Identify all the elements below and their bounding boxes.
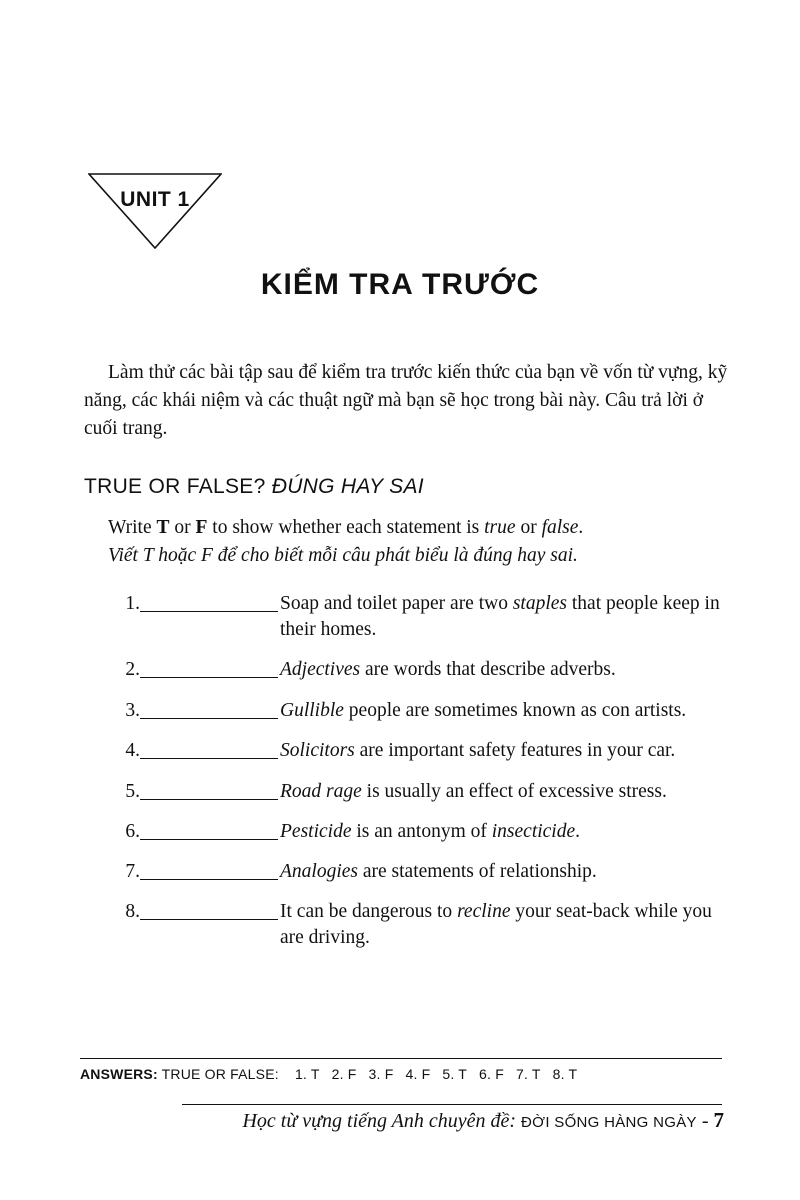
question-term: insecticide	[491, 821, 576, 842]
answers-section: TRUE OR FALSE:	[161, 1066, 279, 1082]
question-fragment: are statements of relationship.	[358, 861, 597, 882]
instruction-segment: .	[578, 517, 584, 538]
answer-blank[interactable]	[140, 738, 278, 759]
question-item	[112, 698, 732, 724]
question-term: Solicitors	[280, 740, 355, 761]
intro-paragraph: Làm thử các bài tập sau để kiểm tra trước kiến thức của bạn về vốn từ vựng, kỹ năng, các khái niệm và các thuật ngữ mà bạn sẽ học trong bài này. Câu trả lời ở cuối trang.	[84, 362, 728, 439]
instruction-segment: Write	[108, 517, 157, 538]
section-heading	[84, 475, 424, 499]
answer-item: 6. F	[479, 1066, 504, 1082]
answer-blank[interactable]	[140, 819, 278, 840]
page-number: 7	[713, 1108, 724, 1132]
unit-badge	[88, 173, 222, 249]
question-term: Pesticide	[280, 821, 352, 842]
instructions-en	[108, 514, 728, 542]
question-text	[280, 591, 726, 643]
question-text	[280, 657, 726, 683]
answer-items	[283, 1066, 577, 1082]
question-fragment: is an antonym of	[351, 821, 492, 842]
question-fragment: are words that describe adverbs.	[360, 659, 616, 680]
answers-divider	[80, 1058, 722, 1059]
answer-item: 3. F	[368, 1066, 394, 1082]
question-text	[280, 738, 726, 764]
question-text	[280, 779, 726, 805]
question-item	[112, 657, 732, 683]
question-text	[280, 899, 726, 951]
answer-item: 4. F	[405, 1066, 431, 1082]
question-term: Analogies	[280, 861, 358, 882]
unit-label: UNIT 1	[120, 188, 190, 211]
question-item	[112, 591, 732, 643]
answer-key	[80, 1066, 577, 1082]
answer-item: 5. T	[442, 1066, 468, 1082]
answer-item: 8. T	[552, 1066, 578, 1082]
question-number: 2.	[125, 659, 140, 680]
instruction-segment: true	[484, 517, 516, 538]
answer-blank[interactable]	[140, 657, 278, 678]
question-fragment: .	[575, 821, 581, 842]
question-number: 7.	[125, 861, 140, 882]
question-number: 8.	[125, 901, 140, 922]
question-term: staples	[512, 593, 568, 614]
question-fragment: It can be dangerous to	[280, 901, 458, 922]
answer-blank[interactable]	[140, 698, 278, 719]
question-term: recline	[457, 901, 511, 922]
answer-item: 2. F	[331, 1066, 357, 1082]
instruction-segment: or	[169, 517, 196, 538]
footer-topic: ĐỜI SỐNG HÀNG NGÀY	[521, 1114, 697, 1131]
answer-item: 7. T	[515, 1066, 541, 1082]
question-fragment: your seat-back while you are driving.	[280, 901, 712, 948]
question-list	[112, 591, 732, 951]
footer-divider	[182, 1104, 722, 1105]
answer-blank[interactable]	[140, 779, 278, 800]
question-fragment: are important safety features in your car.	[354, 740, 676, 761]
section-title: TRUE OR FALSE?	[84, 475, 266, 498]
question-fragment: Soap and toilet paper are two	[280, 593, 513, 614]
page-title: KIỂM TRA TRƯỚC	[260, 268, 540, 301]
question-number: 6.	[125, 821, 140, 842]
instruction-segment: or	[515, 517, 542, 538]
footer-separator: -	[701, 1110, 709, 1132]
page-footer	[242, 1108, 724, 1133]
answer-blank[interactable]	[140, 859, 278, 880]
question-text	[280, 698, 726, 724]
question-fragment: is usually an effect of excessive stress.	[361, 781, 667, 802]
answer-item: 1. T	[294, 1066, 320, 1082]
question-text	[280, 819, 726, 845]
question-item	[112, 779, 732, 805]
question-number: 1.	[125, 593, 140, 614]
question-fragment: people are sometimes known as con artists.	[343, 700, 687, 721]
instruction-segment: to show whether each statement is	[207, 517, 485, 538]
answer-blank[interactable]	[140, 591, 278, 612]
question-number: 5.	[125, 781, 140, 802]
question-text	[280, 859, 726, 885]
instruction-segment: F	[195, 517, 208, 538]
question-number: 4.	[125, 740, 140, 761]
section-title-vi: ĐÚNG HAY SAI	[271, 475, 424, 498]
question-item	[112, 738, 732, 764]
answers-label: ANSWERS:	[80, 1066, 158, 1082]
footer-book-title: Học từ vựng tiếng Anh chuyên đề:	[242, 1110, 517, 1132]
instructions-vi: Viết T hoặc F để cho biết mỗi câu phát biểu là đúng hay sai.	[108, 545, 578, 566]
question-item	[112, 899, 732, 951]
question-term: Gullible	[280, 700, 344, 721]
question-item	[112, 819, 732, 845]
instruction-segment: T	[156, 517, 170, 538]
question-term: Adjectives	[280, 659, 361, 680]
question-term: Road rage	[280, 781, 362, 802]
question-item	[112, 859, 732, 885]
instructions	[108, 514, 728, 570]
instruction-segment: false	[541, 517, 579, 538]
question-number: 3.	[125, 700, 140, 721]
answer-blank[interactable]	[140, 899, 278, 920]
question-fragment: that people keep in their homes.	[280, 593, 720, 640]
